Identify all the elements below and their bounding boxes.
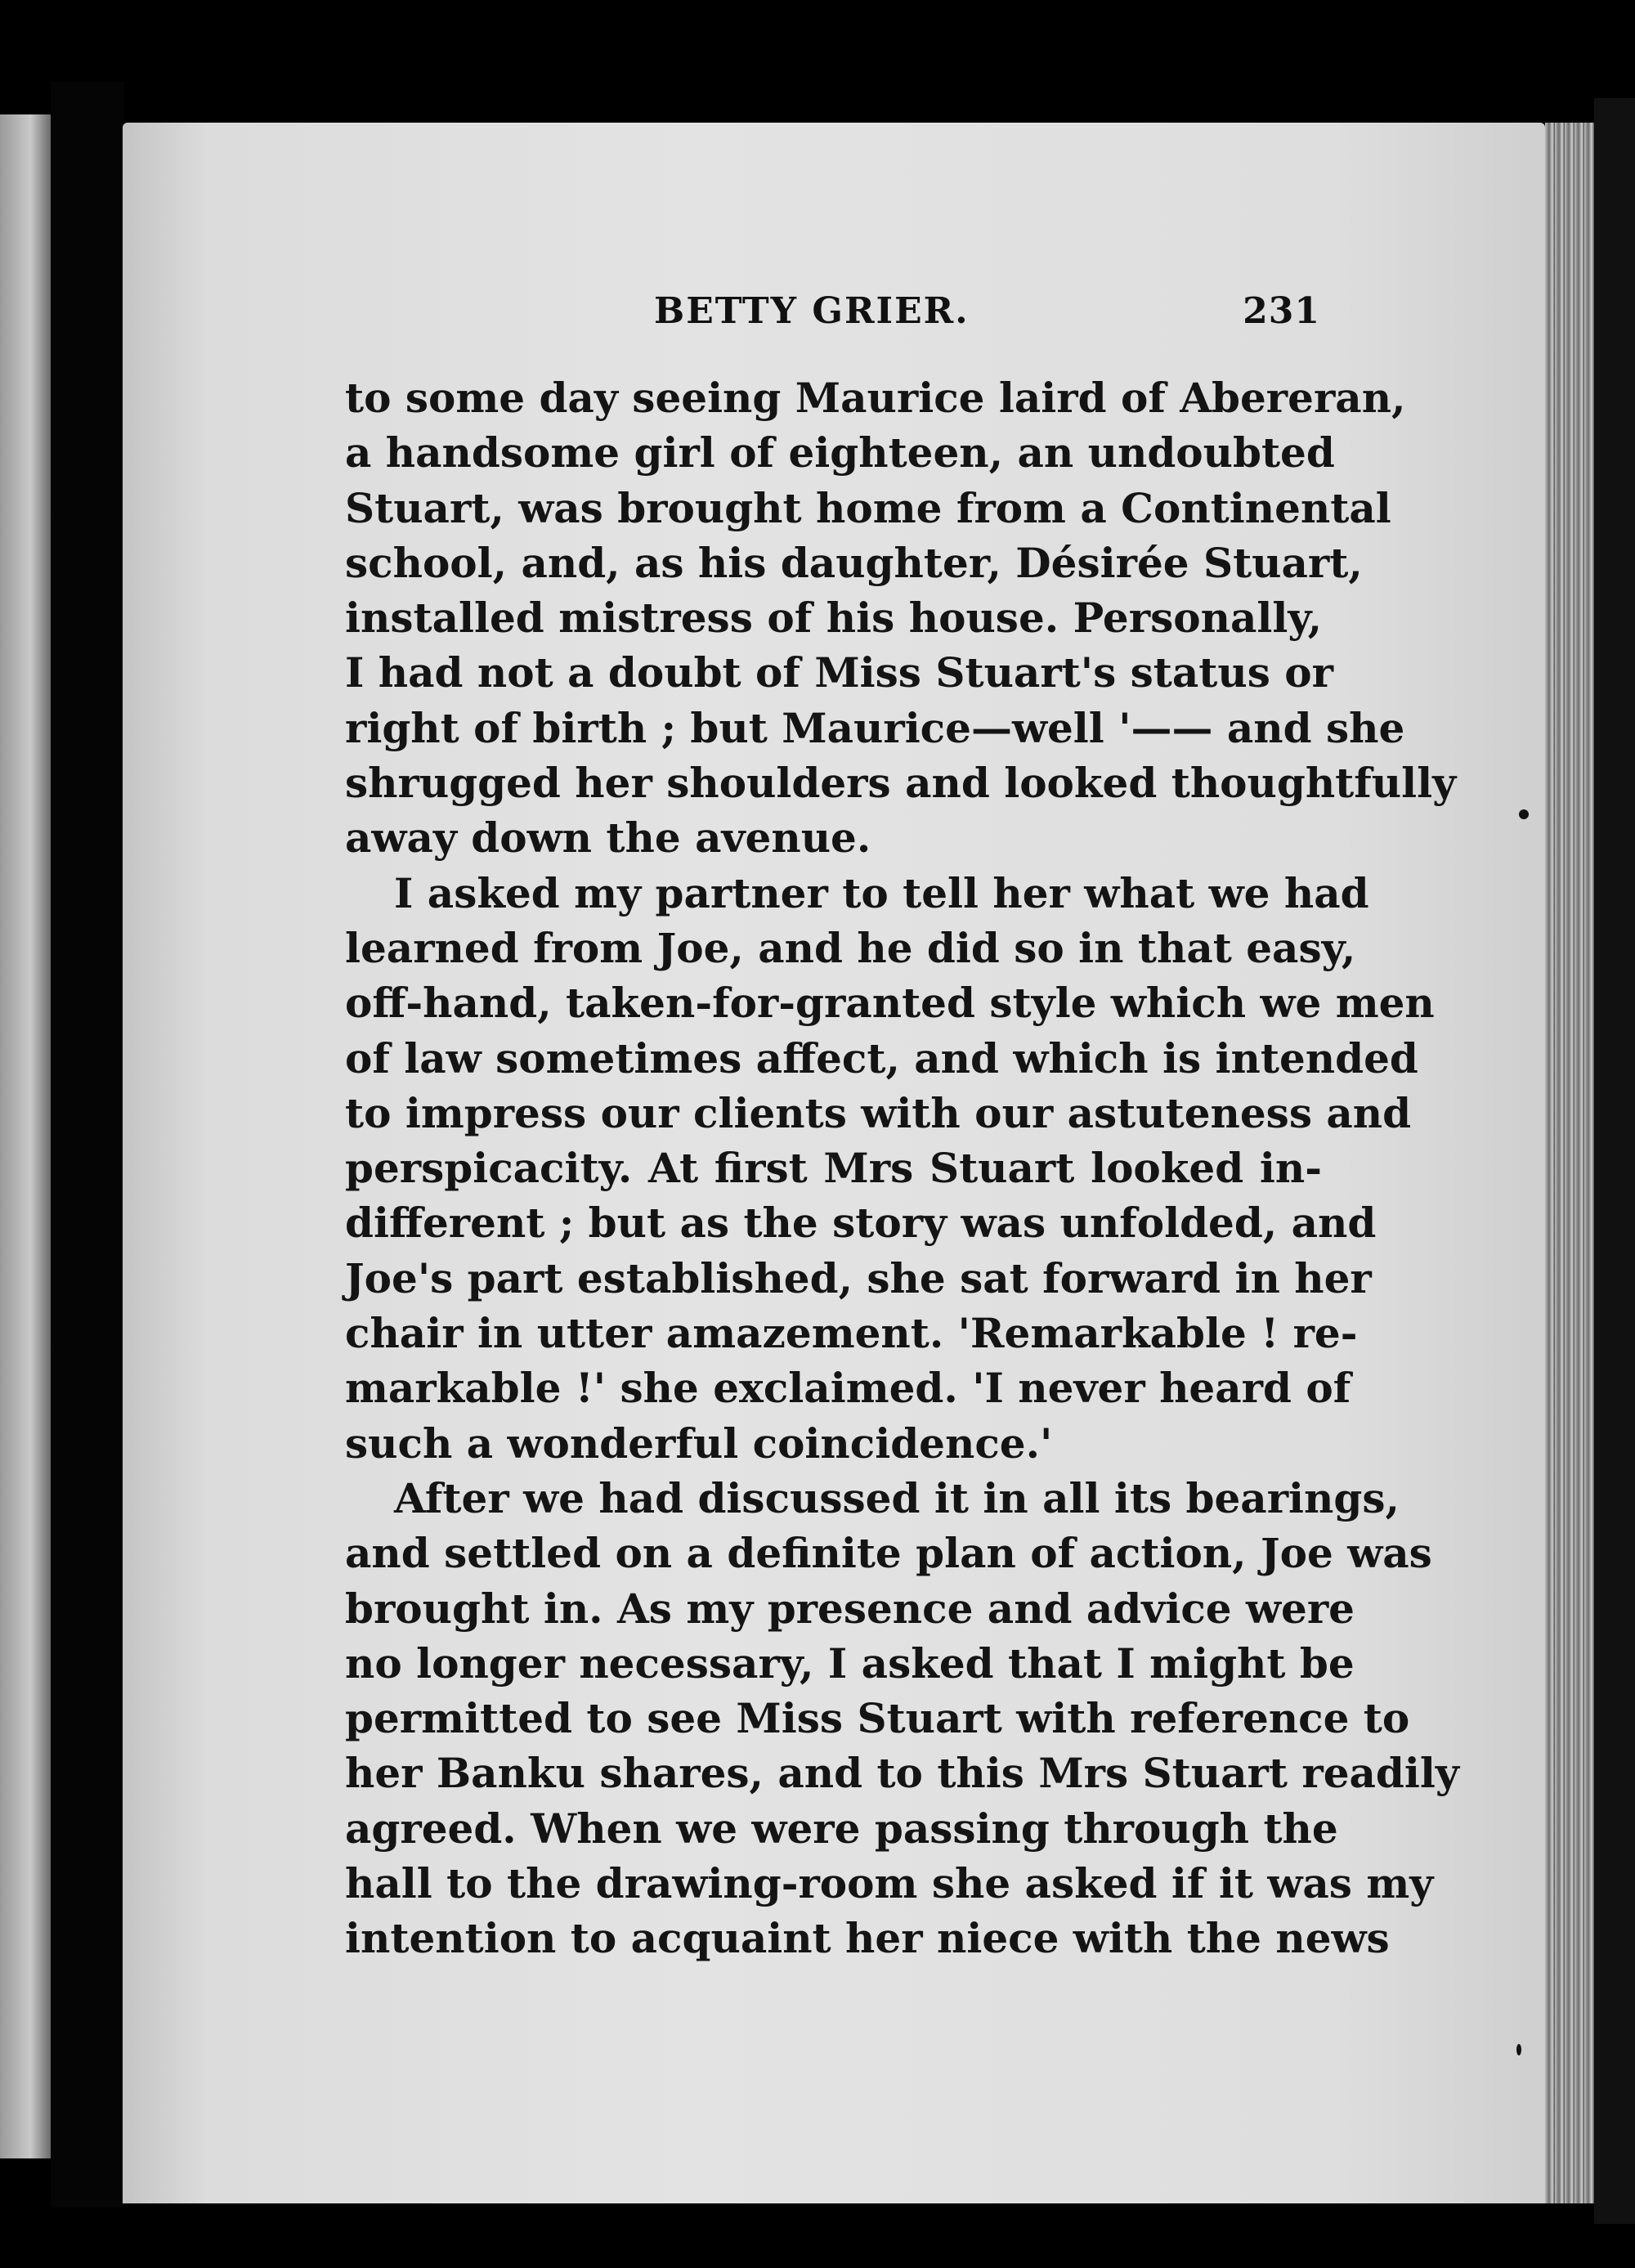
text-line: school, and, as his daughter, Désirée Stuart, [345, 538, 1363, 587]
running-head: BETTY GRIER. [654, 290, 970, 332]
text-line: Joe's part established, she sat forward in her [345, 1253, 1372, 1302]
text-line: Stuart, was brought home from a Continental [345, 483, 1391, 532]
text-line: to impress our clients with our astuteness and [345, 1088, 1412, 1137]
text-line: After we had discussed it in all its bearings, [394, 1473, 1400, 1522]
text-line: permitted to see Miss Stuart with reference to [345, 1694, 1410, 1743]
text-line: right of birth ; but Maurice—well '—— and she [345, 703, 1405, 752]
page-number: 231 [1243, 290, 1320, 332]
text-line: learned from Joe, and he did so in that easy, [345, 923, 1356, 972]
text-line: her Banku shares, and to this Mrs Stuart readily [345, 1749, 1459, 1798]
ink-speck [1519, 809, 1529, 819]
scan-border [1594, 98, 1635, 2224]
text-line: chair in utter amazement. 'Remarkable ! re- [345, 1309, 1358, 1358]
text-line: of law sometimes affect, and which is intended [345, 1033, 1418, 1082]
text-line: I had not a doubt of Miss Stuart's status or [345, 648, 1333, 697]
text-line: to some day seeing Maurice laird of Abereran, [345, 374, 1406, 422]
text-line: no longer necessary, I asked that I might be [345, 1638, 1355, 1688]
text-line: different ; but as the story was unfolded, and [345, 1199, 1377, 1248]
text-line: shrugged her shoulders and looked thoughtfully [345, 759, 1457, 808]
facing-page-edge [0, 114, 51, 2158]
text-line: intention to acquaint her niece with the news [345, 1914, 1390, 1963]
text-line: off-hand, taken-for-granted style which we men [345, 979, 1435, 1028]
text-line: a handsome girl of eighteen, an undoubted [345, 428, 1335, 477]
text-line: installed mistress of his house. Personally, [345, 594, 1322, 643]
text-line: perspicacity. At first Mrs Stuart looked in- [345, 1144, 1322, 1193]
body-text [345, 370, 1459, 1966]
ink-speck [1516, 2044, 1521, 2055]
text-line: away down the avenue. [345, 814, 871, 863]
page-edge-stack [1545, 123, 1594, 2203]
text-line: such a wonderful coincidence.' [345, 1419, 1053, 1468]
book-gutter [51, 82, 124, 2207]
text-line: markable !' she exclaimed. 'I never heard of [345, 1364, 1351, 1413]
text-line: I asked my partner to tell her what we had [394, 868, 1369, 917]
page-header [347, 282, 1320, 339]
text-line: and settled on a definite plan of action, Joe was [345, 1529, 1432, 1578]
text-line: brought in. As my presence and advice were [345, 1584, 1355, 1633]
text-line: agreed. When we were passing through the [345, 1804, 1338, 1853]
text-line: hall to the drawing-room she asked if it was my [345, 1859, 1434, 1908]
